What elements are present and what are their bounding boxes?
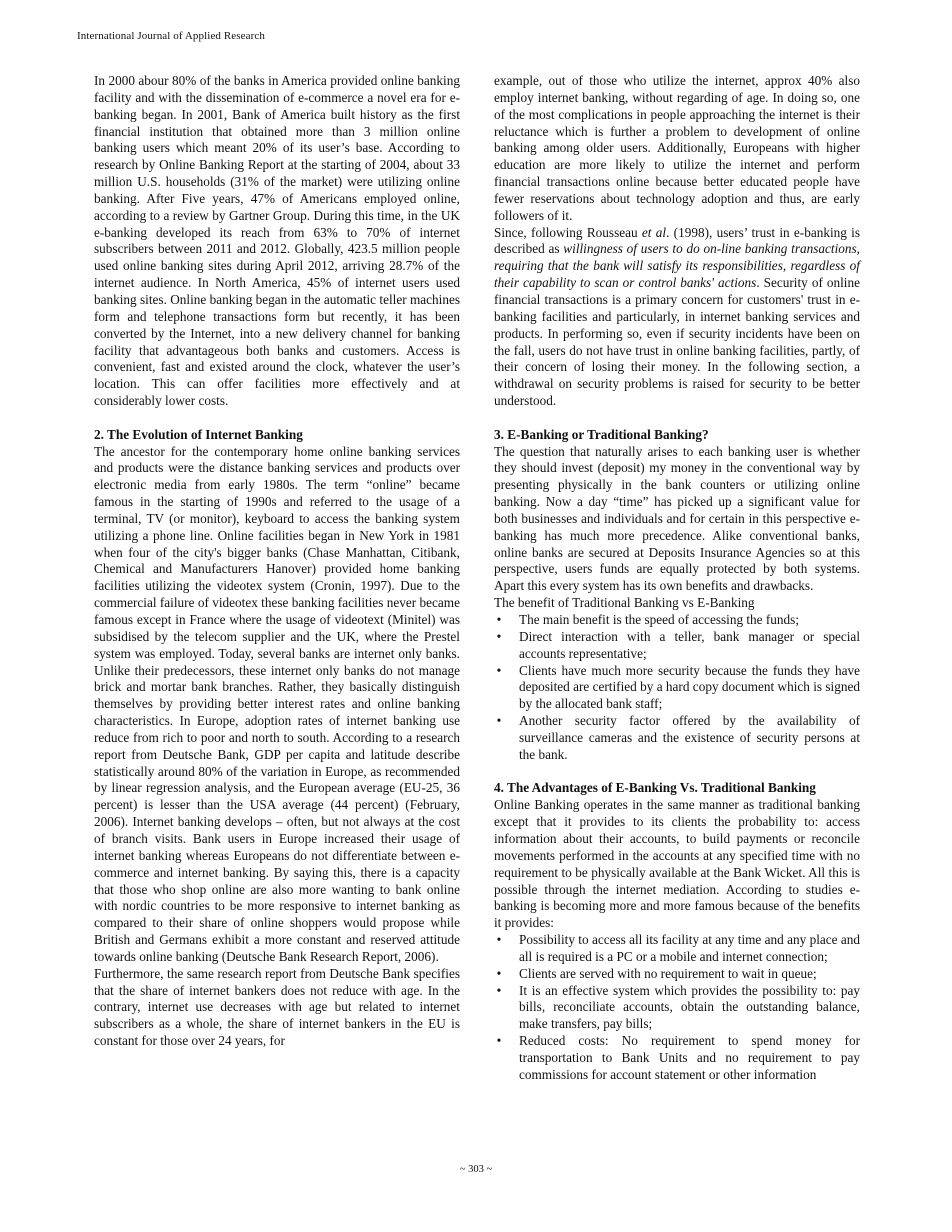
- paragraph-age-continued: example, out of those who utilize the internet, approx 40% also employ internet banking, without regarding of age. In doing so, one of the most complications in people approaching the internet is their reluctance which is further a problem to development of online banking among older users. Additionally, Europeans with higher education are more likely to utilize the internet and perform financial transactions online because better educated people have fewer reservations about technology adoption and thus, are early followers of it.: [494, 73, 860, 223]
- bullet-icon: •: [496, 662, 502, 678]
- bullet-icon: •: [496, 713, 502, 729]
- paragraph-question: The question that naturally arises to each banking user is whether they should invest (deposit) my money in the conventional way by presenting physically in the bank counters or utilizing online banking. Now a day “time” has picked up a significant value for both businesses and individuals and for certain in this perspective e-banking has much more precedence. Alike conventional banks, online banks are secured at Deposits Insurance Agencies so at this perspective, users funds are equally protected by both systems. Apart this every system has its own benefits and drawbacks.: [494, 443, 860, 594]
- left-column: [94, 73, 460, 1050]
- bullet-icon: •: [496, 932, 502, 948]
- list-item: [494, 932, 860, 966]
- list-item-text: Another security factor offered by the availability of surveillance cameras and the existence of security persons at the bank.: [519, 713, 860, 762]
- list-item-text: The main benefit is the speed of accessing the funds;: [519, 612, 800, 627]
- paragraph-gap: [94, 410, 460, 427]
- bullet-icon: •: [496, 612, 502, 627]
- paragraph-gap: [494, 410, 860, 427]
- ebanking-benefits-list: [494, 932, 860, 1084]
- list-item-text: Clients are served with no requirement to wait in queue;: [519, 965, 817, 981]
- list-item: [494, 966, 860, 983]
- list-item: [494, 1033, 860, 1084]
- section-heading-evolution: 2. The Evolution of Internet Banking: [94, 426, 303, 442]
- paragraph-benefit-intro: The benefit of Traditional Banking vs E-Banking: [494, 595, 755, 611]
- list-item-text: Reduced costs: No requirement to spend money for transportation to Bank Units and no requirement to pay commissions for account statement or other information: [519, 1033, 860, 1082]
- bullet-icon: •: [496, 965, 502, 981]
- list-item-text: It is an effective system which provides the possibility to: pay bills, reconciliate accounts, obtain the outstanding balance, make transfers, pay bills;: [519, 982, 860, 1032]
- paragraph-intro: In 2000 abour 80% of the banks in America provided online banking facility and with the dissemination of e-commerce a novel era for e-banking began. In 2001, Bank of America built history as the first financial institution that obtained more than 3 million online banking users which meant 20% of its user’s base. According to research by Online Banking Report at the starting of 2004, about 33 million U.S. households (31% of the market) were utilizing online banking. After Five years, 47% of Americans employed online, according to a review by Gartner Group. During this time, in the UK e-banking developed its reach from 63% to 70% of internet subscribers between 2011 and 2012. Globally, 423.5 million people used online banking sites during April 2012, arriving 28.7% of the internet audience. In North America, 45% of internet users used banking sites. Online banking began in the automatic teller machines form and telephone transactions form but recently, it has been converted by the Internet, into a new delivery channel for banking facility that advantageous both banks and customers. Access is convenient, fast and existed around the clock, whatever the user’s location. This can offer facilities more effectively and at considerably lower costs.: [94, 73, 460, 409]
- bullet-icon: •: [496, 982, 502, 998]
- et-al: et al: [641, 224, 667, 240]
- paragraph-online-banking: Online Banking operates in the same manner as traditional banking except that it provides to its clients the probability to: access information about their accounts, to build payments or reconcile movements performed in the accounts at any specified time with no requirement to be physically available at the Bank Wicket. All this is possible through the internet mediation. According to studies e-banking is becoming more and more famous because of the benefits it provides:: [494, 797, 860, 931]
- paragraph-trust: [494, 225, 860, 410]
- traditional-benefits-list: [494, 612, 860, 764]
- paragraph-age: Furthermore, the same research report from Deutsche Bank specifies that the share of internet bankers does not reduce with age. In the contrary, internet use decreases with age but related to internet subscribers as a whole, the share of internet bankers in the EU is constant for those over 24 years, for: [94, 965, 460, 1049]
- list-item: [494, 663, 860, 714]
- trust-text-middle: . (1998), users’ trust in e-banking is described as: [494, 224, 861, 257]
- trust-definition: willingness of users to do on-line banking transactions, requiring that the bank will satisfy its responsibilities, regardless of their capability to scan or control banks' actions: [494, 241, 860, 291]
- trust-text-end: . Security of online financial transactions is a primary concern for customers' trust in e-banking facilities and particularly, in internet banking services and products. In performing so, even if security incidents have been on the fall, users do not have trust in online banking facilities, partly, of their concern of losing their money. In the following section, a withdrawal on security problems is raised for security to be better understood.: [494, 275, 860, 409]
- bullet-icon: •: [496, 628, 502, 644]
- bullet-icon: •: [496, 1033, 502, 1049]
- journal-header: International Journal of Applied Research: [77, 30, 265, 42]
- section-heading-ebanking-or-traditional: 3. E-Banking or Traditional Banking?: [494, 426, 709, 442]
- paragraph-evolution: The ancestor for the contemporary home online banking services and products were the distance banking services and products over electronic media from early 1980s. The term “online” became famous in the starting of 1990s and referred to the usage of a terminal, TV (or monitor), keyboard to access the banking system utilizing a phone line. Online facilities began in New York in 1981 when four of the city's bigger banks (Chase Manhattan, Citibank, Chemical and Manufacturers Hanover) provided home banking facilities utilizing the videotex system (Cronin, 1997). Due to the commercial failure of videotex these banking facilities never became famous except in France where the usage of videotext (Minitel) was subsidised by the telecom supplier and the UK, where the Prestel system was employed. Today, several banks are internet only banks. Unlike their predecessors, these internet only banks do not manage brick and mortar bank branches. Rather, they basically distinguish themselves by providing better interest rates and online banking characteristics. In Europe, adoption rates of internet banking use reduce from rich to poor and north to south. According to a research report from Deutsche Bank, GDP per capita and latitude describe statistically around 80% of the variation in Europe, as recommended by linear regression analysis, and the European average (EU-25, 36 percent) is lesser than the USA average (44 percent) (February, 2006). Internet banking develops – often, but not always at the cost of branch visits. Bank users in Europe increased their usage of internet banking whereas Europeans do not differentiate between e-commerce and internet banking. By saying this, there is a capacity that those who shop online are also more wanting to bank online with nordic countries to be more responsive to internet banking as compared to their share of online shoppers would propose while British and Germans exhibit a more constant and reserved attitude towards online banking (Deutsche Bank Research Report, 2006).: [94, 443, 460, 964]
- list-item-text: Direct interaction with a teller, bank manager or special accounts representative;: [519, 628, 860, 661]
- right-column: [494, 73, 860, 1084]
- list-item-text: Possibility to access all its facility at any time and any place and all is required is a PC or a mobile and internet connection;: [519, 932, 860, 964]
- list-item-text: Clients have much more security because the funds they have deposited are certified by a hard copy document which is signed by the allocated bank staff;: [519, 662, 860, 712]
- list-item: [494, 983, 860, 1034]
- list-item: [494, 612, 860, 629]
- list-item: [494, 629, 860, 663]
- paragraph-gap: [494, 764, 860, 781]
- trust-text-start: Since, following Rousseau: [494, 224, 642, 240]
- page-number: ~ 303 ~: [459, 1164, 493, 1175]
- section-heading-advantages: 4. The Advantages of E-Banking Vs. Traditional Banking: [494, 780, 816, 796]
- list-item: [494, 713, 860, 764]
